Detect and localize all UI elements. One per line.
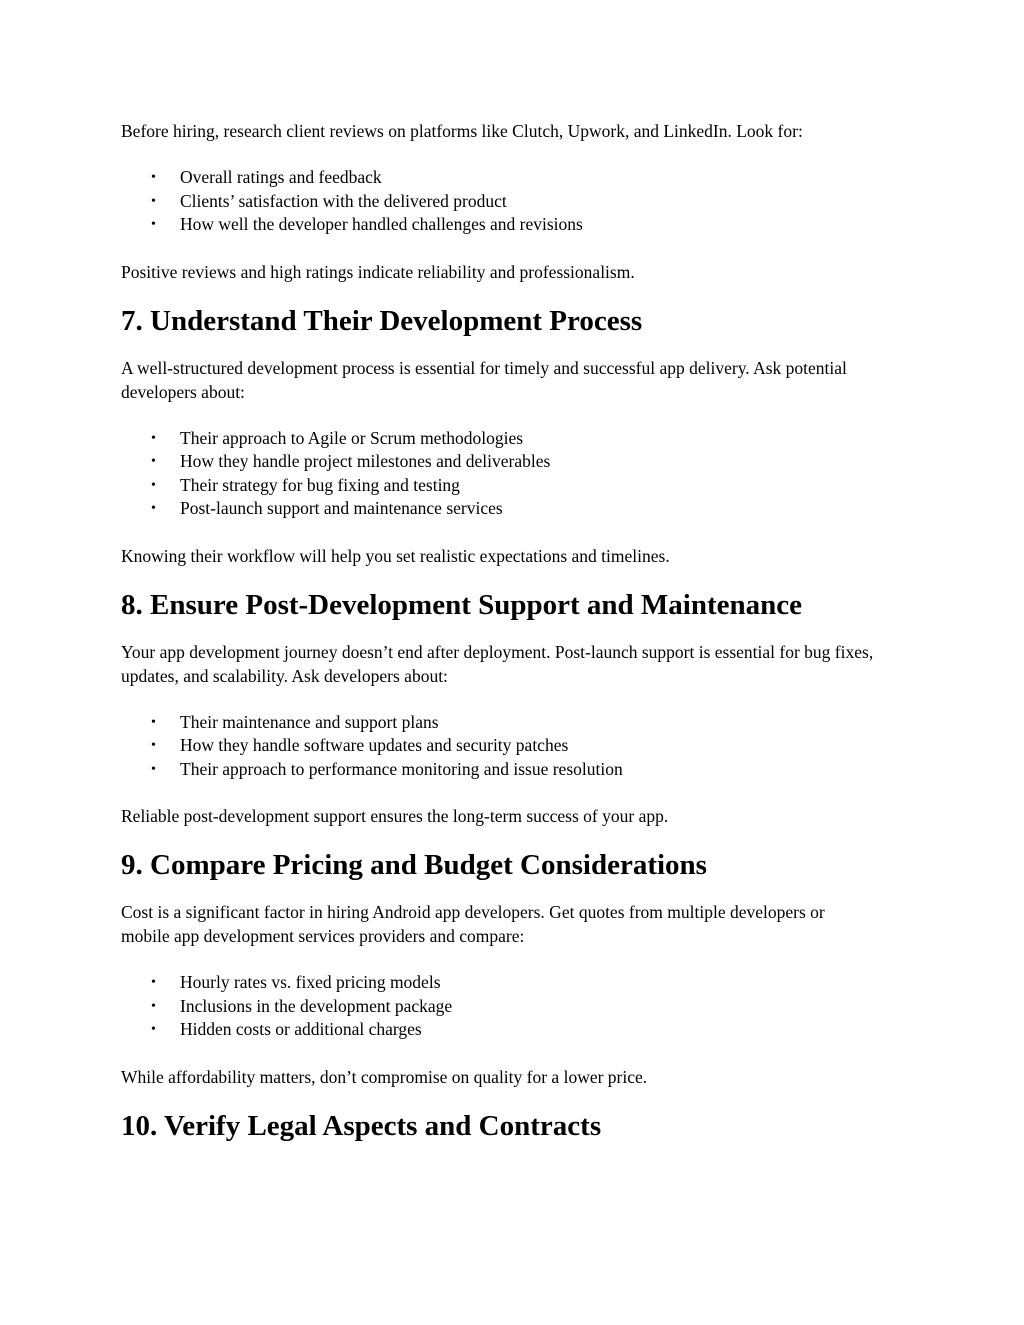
section-9-paragraph: Cost is a significant factor in hiring Android app developers. Get quotes from multiple developers or mobile app development services providers and compare: <box>121 902 825 946</box>
list-item: • Overall ratings and feedback <box>121 166 921 190</box>
list-item: • Hidden costs or additional charges <box>121 1018 921 1042</box>
list-item: • Post-launch support and maintenance services <box>121 497 921 521</box>
section-10-heading: 10. Verify Legal Aspects and Contracts <box>121 1109 602 1142</box>
section-7-heading: 7. Understand Their Development Process <box>121 304 643 337</box>
intro-list <box>121 166 921 237</box>
section-9-list <box>121 971 921 1042</box>
list-item: • Hourly rates vs. fixed pricing models <box>121 971 921 995</box>
intro-closing: Positive reviews and high ratings indicate reliability and professionalism. <box>121 261 635 282</box>
list-item: • How they handle project milestones and deliverables <box>121 450 921 474</box>
section-7-paragraph: A well-structured development process is essential for timely and successful app delivery. Ask potential developers about: <box>121 357 847 402</box>
list-item: • Their approach to performance monitoring and issue resolution <box>121 758 921 782</box>
list-item: • Their maintenance and support plans <box>121 711 921 735</box>
document-page <box>121 119 921 1144</box>
section-9-closing: While affordability matters, don’t compromise on quality for a lower price. <box>121 1066 648 1087</box>
list-item: • Clients’ satisfaction with the delivered product <box>121 190 921 214</box>
intro-paragraph: Before hiring, research client reviews on platforms like Clutch, Upwork, and LinkedIn. Look for: <box>121 121 803 141</box>
section-8-paragraph: Your app development journey doesn’t end after deployment. Post-launch support is essential for bug fixes, updates, and scalability. Ask developers about: <box>121 641 874 686</box>
list-item: • Their strategy for bug fixing and testing <box>121 474 921 498</box>
section-8-closing: Reliable post-development support ensures the long-term success of your app. <box>121 806 669 826</box>
list-item: • Their approach to Agile or Scrum methodologies <box>121 427 921 451</box>
section-7-closing: Knowing their workflow will help you set realistic expectations and timelines. <box>121 545 670 566</box>
list-item: • How well the developer handled challenges and revisions <box>121 213 921 237</box>
section-8-heading: 8. Ensure Post-Development Support and Maintenance <box>121 588 802 621</box>
section-7-list <box>121 427 921 521</box>
section-8-list <box>121 711 921 782</box>
section-9-heading: 9. Compare Pricing and Budget Considerations <box>121 849 707 881</box>
list-item: • How they handle software updates and security patches <box>121 734 921 758</box>
list-item: • Inclusions in the development package <box>121 995 921 1019</box>
